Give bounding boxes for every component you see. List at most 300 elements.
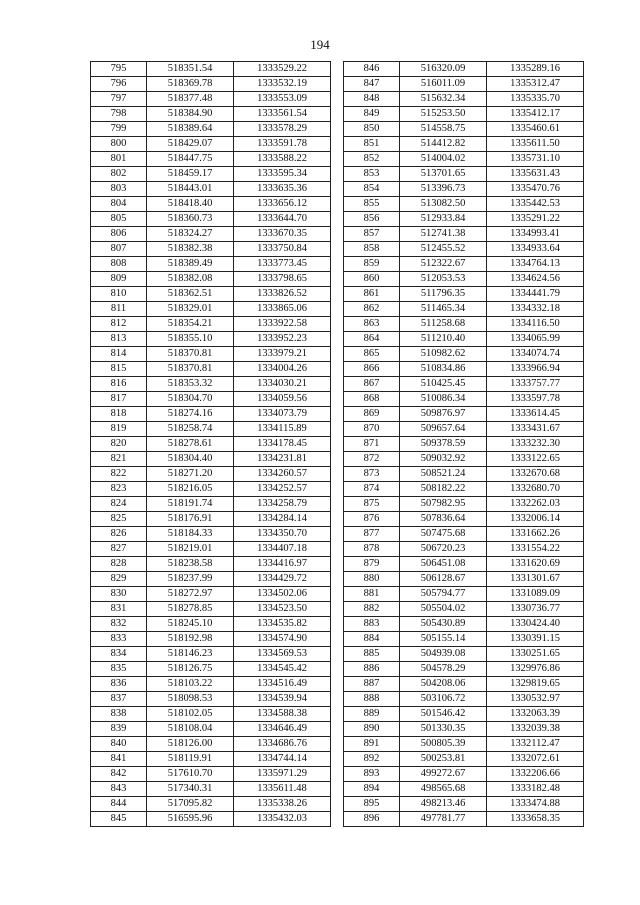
point-number-cell: 878 <box>344 542 400 557</box>
table-row <box>91 182 331 197</box>
y-coordinate-cell: 1335289.16 <box>487 62 584 77</box>
point-number-cell: 859 <box>344 257 400 272</box>
table-row <box>344 152 584 167</box>
point-number-cell: 887 <box>344 677 400 692</box>
y-coordinate-cell: 1334407.18 <box>234 542 331 557</box>
y-coordinate-cell: 1334516.49 <box>234 677 331 692</box>
y-coordinate-cell: 1333614.45 <box>487 407 584 422</box>
table-row <box>344 437 584 452</box>
point-number-cell: 807 <box>91 242 147 257</box>
table-row <box>91 677 331 692</box>
table-row <box>344 767 584 782</box>
y-coordinate-cell: 1330532.97 <box>487 692 584 707</box>
point-number-cell: 819 <box>91 422 147 437</box>
table-row <box>344 257 584 272</box>
y-coordinate-cell: 1333750.84 <box>234 242 331 257</box>
y-coordinate-cell: 1333529.22 <box>234 62 331 77</box>
point-number-cell: 806 <box>91 227 147 242</box>
table-row <box>344 422 584 437</box>
y-coordinate-cell: 1334574.90 <box>234 632 331 647</box>
y-coordinate-cell: 1332063.39 <box>487 707 584 722</box>
table-row <box>91 707 331 722</box>
y-coordinate-cell: 1333635.36 <box>234 182 331 197</box>
point-number-cell: 889 <box>344 707 400 722</box>
y-coordinate-cell: 1333232.30 <box>487 437 584 452</box>
x-coordinate-cell: 518191.74 <box>147 497 234 512</box>
x-coordinate-cell: 509032.92 <box>400 452 487 467</box>
point-number-cell: 808 <box>91 257 147 272</box>
y-coordinate-cell: 1333979.21 <box>234 347 331 362</box>
point-number-cell: 844 <box>91 797 147 812</box>
point-number-cell: 820 <box>91 437 147 452</box>
x-coordinate-cell: 512455.52 <box>400 242 487 257</box>
x-coordinate-cell: 515632.34 <box>400 92 487 107</box>
y-coordinate-cell: 1334588.38 <box>234 707 331 722</box>
point-number-cell: 867 <box>344 377 400 392</box>
table-row <box>91 722 331 737</box>
y-coordinate-cell: 1333644.70 <box>234 212 331 227</box>
x-coordinate-cell: 513701.65 <box>400 167 487 182</box>
table-row <box>344 212 584 227</box>
point-number-cell: 870 <box>344 422 400 437</box>
y-coordinate-cell: 1334073.79 <box>234 407 331 422</box>
table-row <box>344 632 584 647</box>
table-row <box>91 137 331 152</box>
point-number-cell: 880 <box>344 572 400 587</box>
y-coordinate-cell: 1333670.35 <box>234 227 331 242</box>
x-coordinate-cell: 510982.62 <box>400 347 487 362</box>
table-row <box>344 452 584 467</box>
point-number-cell: 827 <box>91 542 147 557</box>
x-coordinate-cell: 518353.32 <box>147 377 234 392</box>
point-number-cell: 862 <box>344 302 400 317</box>
y-coordinate-cell: 1331554.22 <box>487 542 584 557</box>
table-row <box>344 167 584 182</box>
x-coordinate-cell: 518126.00 <box>147 737 234 752</box>
y-coordinate-cell: 1334523.50 <box>234 602 331 617</box>
x-coordinate-cell: 511258.68 <box>400 317 487 332</box>
x-coordinate-cell: 518126.75 <box>147 662 234 677</box>
point-number-cell: 814 <box>91 347 147 362</box>
table-row <box>344 587 584 602</box>
point-number-cell: 885 <box>344 647 400 662</box>
table-row <box>91 527 331 542</box>
point-number-cell: 801 <box>91 152 147 167</box>
point-number-cell: 845 <box>91 812 147 827</box>
x-coordinate-cell: 518103.22 <box>147 677 234 692</box>
point-number-cell: 795 <box>91 62 147 77</box>
point-number-cell: 831 <box>91 602 147 617</box>
y-coordinate-cell: 1334545.42 <box>234 662 331 677</box>
point-number-cell: 834 <box>91 647 147 662</box>
x-coordinate-cell: 518278.61 <box>147 437 234 452</box>
y-coordinate-cell: 1334030.21 <box>234 377 331 392</box>
point-number-cell: 884 <box>344 632 400 647</box>
x-coordinate-cell: 518272.97 <box>147 587 234 602</box>
x-coordinate-cell: 518351.54 <box>147 62 234 77</box>
table-row <box>91 407 331 422</box>
point-number-cell: 823 <box>91 482 147 497</box>
x-coordinate-cell: 518258.74 <box>147 422 234 437</box>
y-coordinate-cell: 1331620.69 <box>487 557 584 572</box>
point-number-cell: 861 <box>344 287 400 302</box>
y-coordinate-cell: 1334115.89 <box>234 422 331 437</box>
table-row <box>344 302 584 317</box>
page-number: 194 <box>310 37 330 52</box>
x-coordinate-cell: 518362.51 <box>147 287 234 302</box>
coordinates-table-right <box>343 61 584 827</box>
x-coordinate-cell: 511210.40 <box>400 332 487 347</box>
x-coordinate-cell: 505155.14 <box>400 632 487 647</box>
table-row <box>91 422 331 437</box>
table-row <box>344 242 584 257</box>
point-number-cell: 829 <box>91 572 147 587</box>
y-coordinate-cell: 1333658.35 <box>487 812 584 827</box>
x-coordinate-cell: 518304.70 <box>147 392 234 407</box>
table-row <box>91 287 331 302</box>
table-row <box>91 437 331 452</box>
y-coordinate-cell: 1335611.50 <box>487 137 584 152</box>
x-coordinate-cell: 511465.34 <box>400 302 487 317</box>
x-coordinate-cell: 516595.96 <box>147 812 234 827</box>
table-row <box>344 542 584 557</box>
table-row <box>91 737 331 752</box>
point-number-cell: 833 <box>91 632 147 647</box>
point-number-cell: 868 <box>344 392 400 407</box>
point-number-cell: 818 <box>91 407 147 422</box>
y-coordinate-cell: 1334569.53 <box>234 647 331 662</box>
point-number-cell: 896 <box>344 812 400 827</box>
y-coordinate-cell: 1333865.06 <box>234 302 331 317</box>
table-row <box>91 227 331 242</box>
point-number-cell: 825 <box>91 512 147 527</box>
point-number-cell: 832 <box>91 617 147 632</box>
point-number-cell: 850 <box>344 122 400 137</box>
table-row <box>344 347 584 362</box>
table-row <box>91 542 331 557</box>
point-number-cell: 886 <box>344 662 400 677</box>
y-coordinate-cell: 1333656.12 <box>234 197 331 212</box>
point-number-cell: 797 <box>91 92 147 107</box>
table-row <box>91 767 331 782</box>
y-coordinate-cell: 1335971.29 <box>234 767 331 782</box>
x-coordinate-cell: 518238.58 <box>147 557 234 572</box>
table-row <box>91 377 331 392</box>
x-coordinate-cell: 518354.21 <box>147 317 234 332</box>
point-number-cell: 804 <box>91 197 147 212</box>
y-coordinate-cell: 1333553.09 <box>234 92 331 107</box>
x-coordinate-cell: 518329.01 <box>147 302 234 317</box>
point-number-cell: 858 <box>344 242 400 257</box>
point-number-cell: 817 <box>91 392 147 407</box>
y-coordinate-cell: 1334744.14 <box>234 752 331 767</box>
table-row <box>91 332 331 347</box>
table-row <box>91 122 331 137</box>
table-row <box>344 497 584 512</box>
x-coordinate-cell: 504578.29 <box>400 662 487 677</box>
x-coordinate-cell: 518184.33 <box>147 527 234 542</box>
table-row <box>91 92 331 107</box>
point-number-cell: 853 <box>344 167 400 182</box>
x-coordinate-cell: 518271.20 <box>147 467 234 482</box>
x-coordinate-cell: 518219.01 <box>147 542 234 557</box>
table-row <box>344 332 584 347</box>
table-row <box>344 557 584 572</box>
y-coordinate-cell: 1332072.61 <box>487 752 584 767</box>
x-coordinate-cell: 512741.38 <box>400 227 487 242</box>
y-coordinate-cell: 1334260.57 <box>234 467 331 482</box>
x-coordinate-cell: 517340.31 <box>147 782 234 797</box>
table-row <box>91 587 331 602</box>
x-coordinate-cell: 518176.91 <box>147 512 234 527</box>
point-number-cell: 879 <box>344 557 400 572</box>
x-coordinate-cell: 507836.64 <box>400 512 487 527</box>
point-number-cell: 810 <box>91 287 147 302</box>
y-coordinate-cell: 1333588.22 <box>234 152 331 167</box>
point-number-cell: 824 <box>91 497 147 512</box>
point-number-cell: 799 <box>91 122 147 137</box>
x-coordinate-cell: 512933.84 <box>400 212 487 227</box>
y-coordinate-cell: 1334258.79 <box>234 497 331 512</box>
x-coordinate-cell: 506128.67 <box>400 572 487 587</box>
y-coordinate-cell: 1333757.77 <box>487 377 584 392</box>
point-number-cell: 872 <box>344 452 400 467</box>
point-number-cell: 875 <box>344 497 400 512</box>
table-row <box>91 302 331 317</box>
y-coordinate-cell: 1334933.64 <box>487 242 584 257</box>
table-row <box>91 497 331 512</box>
y-coordinate-cell: 1333474.88 <box>487 797 584 812</box>
table-row <box>344 287 584 302</box>
table-row <box>344 662 584 677</box>
table-row <box>91 482 331 497</box>
x-coordinate-cell: 504208.06 <box>400 677 487 692</box>
x-coordinate-cell: 509657.64 <box>400 422 487 437</box>
y-coordinate-cell: 1334350.70 <box>234 527 331 542</box>
table-row <box>344 482 584 497</box>
point-number-cell: 894 <box>344 782 400 797</box>
point-number-cell: 816 <box>91 377 147 392</box>
y-coordinate-cell: 1330391.15 <box>487 632 584 647</box>
x-coordinate-cell: 518377.48 <box>147 92 234 107</box>
table-row <box>344 317 584 332</box>
point-number-cell: 849 <box>344 107 400 122</box>
point-number-cell: 798 <box>91 107 147 122</box>
table-row <box>91 512 331 527</box>
point-number-cell: 860 <box>344 272 400 287</box>
y-coordinate-cell: 1335631.43 <box>487 167 584 182</box>
table-row <box>344 722 584 737</box>
y-coordinate-cell: 1332112.47 <box>487 737 584 752</box>
table-row <box>344 392 584 407</box>
y-coordinate-cell: 1334332.18 <box>487 302 584 317</box>
y-coordinate-cell: 1334429.72 <box>234 572 331 587</box>
table-row <box>91 752 331 767</box>
point-number-cell: 857 <box>344 227 400 242</box>
point-number-cell: 895 <box>344 797 400 812</box>
table-row <box>91 557 331 572</box>
table-row <box>91 197 331 212</box>
table-row <box>344 617 584 632</box>
point-number-cell: 876 <box>344 512 400 527</box>
x-coordinate-cell: 518278.85 <box>147 602 234 617</box>
x-coordinate-cell: 511796.35 <box>400 287 487 302</box>
x-coordinate-cell: 513396.73 <box>400 182 487 197</box>
table-row <box>344 677 584 692</box>
point-number-cell: 883 <box>344 617 400 632</box>
x-coordinate-cell: 503106.72 <box>400 692 487 707</box>
x-coordinate-cell: 518369.78 <box>147 77 234 92</box>
point-number-cell: 840 <box>91 737 147 752</box>
table-row <box>344 602 584 617</box>
table-row <box>91 572 331 587</box>
x-coordinate-cell: 498213.46 <box>400 797 487 812</box>
x-coordinate-cell: 518304.40 <box>147 452 234 467</box>
x-coordinate-cell: 505794.77 <box>400 587 487 602</box>
y-coordinate-cell: 1331089.09 <box>487 587 584 602</box>
table-row <box>91 272 331 287</box>
x-coordinate-cell: 516011.09 <box>400 77 487 92</box>
table-row <box>91 617 331 632</box>
point-number-cell: 892 <box>344 752 400 767</box>
x-coordinate-cell: 512322.67 <box>400 257 487 272</box>
y-coordinate-cell: 1335470.76 <box>487 182 584 197</box>
point-number-cell: 843 <box>91 782 147 797</box>
y-coordinate-cell: 1335611.48 <box>234 782 331 797</box>
y-coordinate-cell: 1332670.68 <box>487 467 584 482</box>
y-coordinate-cell: 1335338.26 <box>234 797 331 812</box>
coordinates-table-left <box>90 61 331 827</box>
y-coordinate-cell: 1333431.67 <box>487 422 584 437</box>
y-coordinate-cell: 1334502.06 <box>234 587 331 602</box>
table-row <box>344 707 584 722</box>
y-coordinate-cell: 1330736.77 <box>487 602 584 617</box>
point-number-cell: 811 <box>91 302 147 317</box>
y-coordinate-cell: 1333952.23 <box>234 332 331 347</box>
y-coordinate-cell: 1334074.74 <box>487 347 584 362</box>
y-coordinate-cell: 1334284.14 <box>234 512 331 527</box>
y-coordinate-cell: 1334624.56 <box>487 272 584 287</box>
y-coordinate-cell: 1332006.14 <box>487 512 584 527</box>
table-row <box>344 182 584 197</box>
table-row <box>91 782 331 797</box>
y-coordinate-cell: 1333966.94 <box>487 362 584 377</box>
x-coordinate-cell: 500253.81 <box>400 752 487 767</box>
x-coordinate-cell: 518324.27 <box>147 227 234 242</box>
point-number-cell: 842 <box>91 767 147 782</box>
point-number-cell: 864 <box>344 332 400 347</box>
y-coordinate-cell: 1335291.22 <box>487 212 584 227</box>
y-coordinate-cell: 1335312.47 <box>487 77 584 92</box>
point-number-cell: 881 <box>344 587 400 602</box>
x-coordinate-cell: 518382.08 <box>147 272 234 287</box>
table-row <box>344 377 584 392</box>
point-number-cell: 847 <box>344 77 400 92</box>
y-coordinate-cell: 1333561.54 <box>234 107 331 122</box>
y-coordinate-cell: 1332039.38 <box>487 722 584 737</box>
point-number-cell: 855 <box>344 197 400 212</box>
y-coordinate-cell: 1333798.65 <box>234 272 331 287</box>
table-row <box>344 362 584 377</box>
point-number-cell: 803 <box>91 182 147 197</box>
table-row <box>344 782 584 797</box>
x-coordinate-cell: 518389.49 <box>147 257 234 272</box>
x-coordinate-cell: 518146.23 <box>147 647 234 662</box>
x-coordinate-cell: 518370.81 <box>147 347 234 362</box>
table-row <box>91 107 331 122</box>
y-coordinate-cell: 1334441.79 <box>487 287 584 302</box>
table-row <box>344 197 584 212</box>
x-coordinate-cell: 514558.75 <box>400 122 487 137</box>
point-number-cell: 866 <box>344 362 400 377</box>
point-number-cell: 822 <box>91 467 147 482</box>
point-number-cell: 888 <box>344 692 400 707</box>
x-coordinate-cell: 514004.02 <box>400 152 487 167</box>
y-coordinate-cell: 1333773.45 <box>234 257 331 272</box>
y-coordinate-cell: 1334178.45 <box>234 437 331 452</box>
y-coordinate-cell: 1335731.10 <box>487 152 584 167</box>
table-row <box>344 77 584 92</box>
x-coordinate-cell: 518108.04 <box>147 722 234 737</box>
point-number-cell: 805 <box>91 212 147 227</box>
x-coordinate-cell: 506720.23 <box>400 542 487 557</box>
y-coordinate-cell: 1335442.53 <box>487 197 584 212</box>
table-row <box>91 62 331 77</box>
y-coordinate-cell: 1335432.03 <box>234 812 331 827</box>
x-coordinate-cell: 501546.42 <box>400 707 487 722</box>
point-number-cell: 838 <box>91 707 147 722</box>
point-number-cell: 865 <box>344 347 400 362</box>
x-coordinate-cell: 500805.39 <box>400 737 487 752</box>
x-coordinate-cell: 518098.53 <box>147 692 234 707</box>
x-coordinate-cell: 518370.81 <box>147 362 234 377</box>
y-coordinate-cell: 1331301.67 <box>487 572 584 587</box>
y-coordinate-cell: 1334646.49 <box>234 722 331 737</box>
point-number-cell: 830 <box>91 587 147 602</box>
x-coordinate-cell: 518216.05 <box>147 482 234 497</box>
y-coordinate-cell: 1334116.50 <box>487 317 584 332</box>
x-coordinate-cell: 497781.77 <box>400 812 487 827</box>
table-row <box>91 242 331 257</box>
table-row <box>344 692 584 707</box>
point-number-cell: 841 <box>91 752 147 767</box>
x-coordinate-cell: 507982.95 <box>400 497 487 512</box>
x-coordinate-cell: 504939.08 <box>400 647 487 662</box>
y-coordinate-cell: 1332206.66 <box>487 767 584 782</box>
point-number-cell: 874 <box>344 482 400 497</box>
table-row <box>91 797 331 812</box>
table-row <box>344 227 584 242</box>
table-row <box>344 137 584 152</box>
x-coordinate-cell: 510425.45 <box>400 377 487 392</box>
x-coordinate-cell: 518355.10 <box>147 332 234 347</box>
table-row <box>91 632 331 647</box>
y-coordinate-cell: 1334764.13 <box>487 257 584 272</box>
table-row <box>91 647 331 662</box>
y-coordinate-cell: 1333578.29 <box>234 122 331 137</box>
table-row <box>344 737 584 752</box>
y-coordinate-cell: 1334059.56 <box>234 392 331 407</box>
point-number-cell: 809 <box>91 272 147 287</box>
point-number-cell: 854 <box>344 182 400 197</box>
x-coordinate-cell: 518382.38 <box>147 242 234 257</box>
x-coordinate-cell: 518245.10 <box>147 617 234 632</box>
x-coordinate-cell: 518459.17 <box>147 167 234 182</box>
table-row <box>91 167 331 182</box>
y-coordinate-cell: 1334686.76 <box>234 737 331 752</box>
y-coordinate-cell: 1332680.70 <box>487 482 584 497</box>
y-coordinate-cell: 1334416.97 <box>234 557 331 572</box>
